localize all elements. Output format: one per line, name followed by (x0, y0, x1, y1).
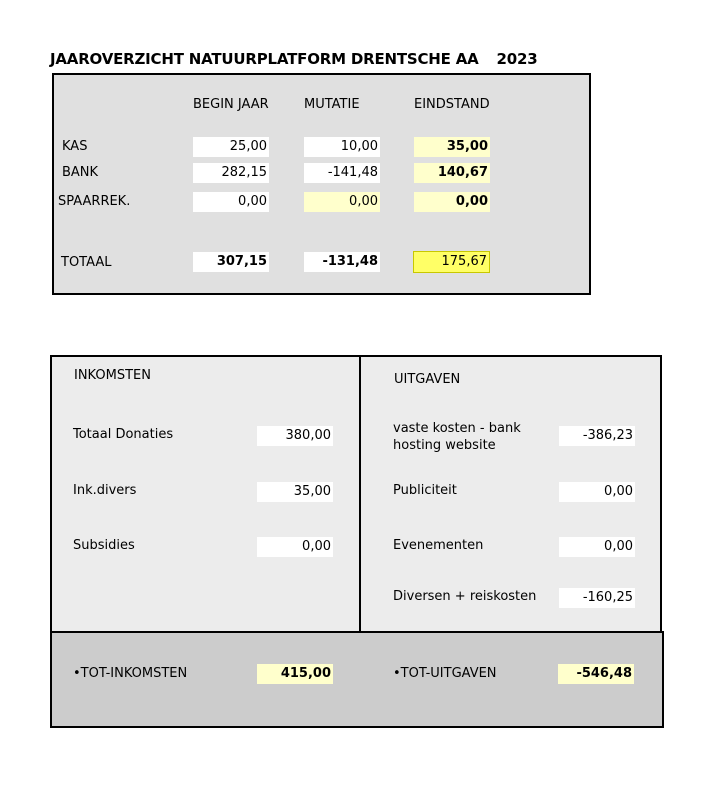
header-mutatie: MUTATIE (304, 97, 360, 112)
row-label-bank: BANK (62, 165, 99, 180)
spaarrek-mutatie-cell[interactable]: 0,00 (304, 192, 380, 212)
income-heading: INKOMSTEN (74, 368, 151, 383)
header-begin-jaar: BEGIN JAAR (193, 97, 269, 112)
spaarrek-begin-cell[interactable]: 0,00 (193, 192, 269, 212)
total-income-value[interactable]: 415,00 (257, 664, 333, 684)
income-label-divers: Ink.divers (73, 483, 137, 498)
bank-mutatie-cell[interactable]: -141,48 (304, 163, 380, 183)
expenses-heading: UITGAVEN (394, 372, 461, 387)
row-label-spaarrek: SPAARREK. (58, 194, 131, 209)
kas-mutatie-cell[interactable]: 10,00 (304, 137, 380, 157)
income-value-donaties[interactable]: 380,00 (257, 426, 333, 446)
expense-label-diversen: Diversen + reiskosten (393, 589, 537, 604)
column-divider (359, 355, 361, 632)
totaal-begin-cell[interactable]: 307,15 (193, 252, 269, 272)
expense-value-evenementen[interactable]: 0,00 (559, 537, 635, 557)
spaarrek-eind-cell[interactable]: 0,00 (414, 192, 490, 212)
expense-label-evenementen: Evenementen (393, 538, 484, 553)
expense-value-vaste-kosten[interactable]: -386,23 (559, 426, 635, 446)
header-eindstand: EINDSTAND (414, 97, 490, 112)
kas-begin-cell[interactable]: 25,00 (193, 137, 269, 157)
expense-value-diversen[interactable]: -160,25 (559, 588, 635, 608)
totaal-mutatie-cell[interactable]: -131,48 (304, 252, 380, 272)
total-expenses-label: •TOT-UITGAVEN (393, 666, 497, 681)
expense-label-vaste-kosten-line1: vaste kosten - bank (393, 421, 521, 436)
expense-label-publiciteit: Publiciteit (393, 483, 457, 498)
expense-label-vaste-kosten-line2: hosting website (393, 438, 496, 453)
income-value-subsidies[interactable]: 0,00 (257, 537, 333, 557)
totaal-eind-cell[interactable]: 175,67 (413, 251, 490, 273)
bank-begin-cell[interactable]: 282,15 (193, 163, 269, 183)
expense-value-publiciteit[interactable]: 0,00 (559, 482, 635, 502)
income-label-subsidies: Subsidies (73, 538, 135, 553)
income-value-divers[interactable]: 35,00 (257, 482, 333, 502)
expense-label-vaste-kosten (393, 420, 521, 454)
bank-eind-cell[interactable]: 140,67 (414, 163, 490, 183)
title-year: 2023 (496, 50, 538, 68)
row-label-kas: KAS (62, 139, 88, 154)
page-title (50, 50, 537, 68)
title-text: JAAROVERZICHT NATUURPLATFORM DRENTSCHE AA (50, 50, 479, 68)
total-expenses-value[interactable]: -546,48 (558, 664, 634, 684)
row-label-totaal: TOTAAL (61, 255, 112, 270)
kas-eind-cell[interactable]: 35,00 (414, 137, 490, 157)
income-label-donaties: Totaal Donaties (73, 427, 174, 442)
total-income-label: •TOT-INKOMSTEN (73, 666, 188, 681)
